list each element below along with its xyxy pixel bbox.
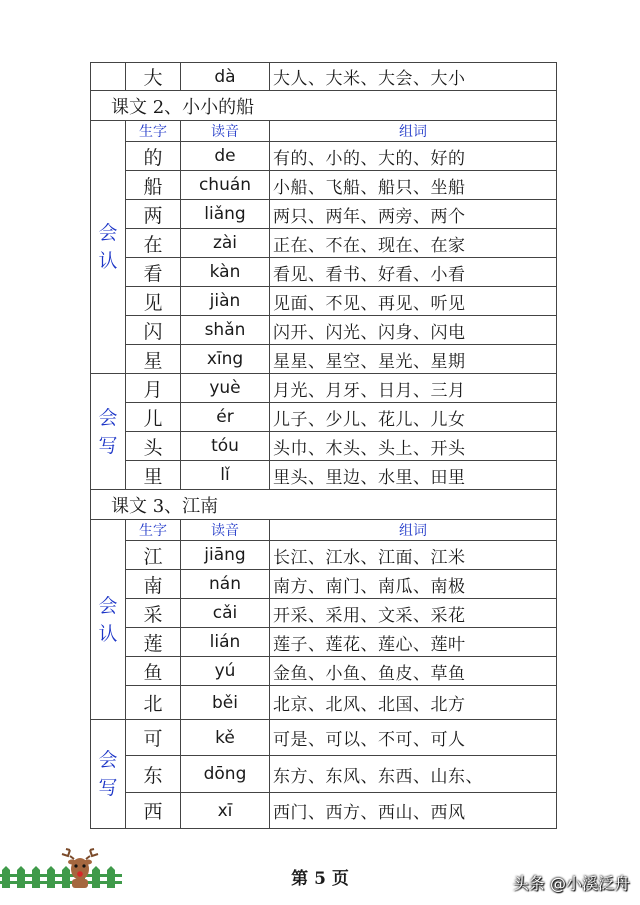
group-label-char: 写 xyxy=(98,434,118,457)
char-cell: 江 xyxy=(126,541,181,570)
char-cell: 见 xyxy=(126,287,181,316)
char-cell: 东 xyxy=(126,756,181,793)
pinyin-cell: lián xyxy=(181,628,270,657)
header-pinyin: 读音 xyxy=(181,121,270,142)
char-cell: 可 xyxy=(126,720,181,756)
pinyin-cell: nán xyxy=(181,570,270,599)
words-cell: 金鱼、小鱼、鱼皮、草鱼 xyxy=(270,657,557,686)
pinyin-cell: shǎn xyxy=(181,316,270,345)
words-cell: 大人、大米、大会、大小 xyxy=(270,63,557,91)
header-char: 生字 xyxy=(126,121,181,142)
pinyin-cell: xī xyxy=(181,793,270,829)
group-label-char: 会 xyxy=(98,749,118,771)
char-cell: 两 xyxy=(126,200,181,229)
pinyin-cell: dà xyxy=(181,63,270,91)
table-row xyxy=(91,628,557,657)
watermark: 头条 @小溪泛舟 xyxy=(512,874,630,893)
table-row xyxy=(91,345,557,374)
pinyin-cell: zài xyxy=(181,229,270,258)
table-row xyxy=(91,63,557,91)
empty-cell xyxy=(91,63,126,91)
words-cell: 西门、西方、西山、西风 xyxy=(270,793,557,829)
group-label-char: 认 xyxy=(98,250,118,272)
table-row xyxy=(91,599,557,628)
group-label xyxy=(91,121,126,374)
group-label-char: 会 xyxy=(98,222,118,244)
pinyin-cell: ér xyxy=(181,403,270,432)
group-label-char: 会 xyxy=(98,594,118,617)
words-cell: 开采、采用、文采、采花 xyxy=(270,599,557,628)
vocabulary-table xyxy=(90,62,557,829)
words-cell: 星星、星空、星光、星期 xyxy=(270,345,557,374)
char-cell: 头 xyxy=(126,432,181,461)
table-row xyxy=(91,461,557,490)
words-cell: 看见、看书、好看、小看 xyxy=(270,258,557,287)
words-cell: 有的、小的、大的、好的 xyxy=(270,142,557,171)
char-cell: 西 xyxy=(126,793,181,829)
words-cell: 南方、南门、南瓜、南极 xyxy=(270,570,557,599)
lesson-title-row xyxy=(91,490,557,520)
char-cell: 星 xyxy=(126,345,181,374)
words-cell: 两只、两年、两旁、两个 xyxy=(270,200,557,229)
pinyin-cell: cǎi xyxy=(181,599,270,628)
table-row xyxy=(91,316,557,345)
page-number: 第 5 页 xyxy=(291,869,349,889)
pinyin-cell: kàn xyxy=(181,258,270,287)
group-label xyxy=(91,374,126,490)
group-label-char: 写 xyxy=(98,777,118,799)
words-cell: 可是、可以、不可、可人 xyxy=(270,720,557,756)
words-cell: 闪开、闪光、闪身、闪电 xyxy=(270,316,557,345)
table-row xyxy=(91,403,557,432)
pinyin-cell: yú xyxy=(181,657,270,686)
pinyin-cell: tóu xyxy=(181,432,270,461)
char-cell: 里 xyxy=(126,461,181,490)
words-cell: 正在、不在、现在、在家 xyxy=(270,229,557,258)
pinyin-cell: liǎng xyxy=(181,200,270,229)
char-cell: 采 xyxy=(126,599,181,628)
group-label-char: 会 xyxy=(98,406,118,429)
words-cell: 东方、东风、东西、山东、 xyxy=(270,756,557,793)
table-row xyxy=(91,229,557,258)
char-cell: 儿 xyxy=(126,403,181,432)
table-row xyxy=(91,570,557,599)
pinyin-cell: kě xyxy=(181,720,270,756)
group-label xyxy=(91,520,126,720)
pinyin-cell: xīng xyxy=(181,345,270,374)
words-cell: 莲子、莲花、莲心、莲叶 xyxy=(270,628,557,657)
header-words: 组词 xyxy=(270,121,557,142)
pinyin-cell: lǐ xyxy=(181,461,270,490)
char-cell: 南 xyxy=(126,570,181,599)
header-char: 生字 xyxy=(126,520,181,541)
char-cell: 大 xyxy=(126,63,181,91)
table-row xyxy=(91,686,557,720)
lesson-title: 课文 2、小小的船 xyxy=(91,91,557,121)
words-cell: 儿子、少儿、花儿、儿女 xyxy=(270,403,557,432)
table-row xyxy=(91,142,557,171)
words-cell: 见面、不见、再见、听见 xyxy=(270,287,557,316)
header-words: 组词 xyxy=(270,520,557,541)
header-pinyin: 读音 xyxy=(181,520,270,541)
char-cell: 鱼 xyxy=(126,657,181,686)
char-cell: 月 xyxy=(126,374,181,403)
table-row xyxy=(91,432,557,461)
lesson-title: 课文 3、江南 xyxy=(91,490,557,520)
words-cell: 北京、北风、北国、北方 xyxy=(270,686,557,720)
words-cell: 里头、里边、水里、田里 xyxy=(270,461,557,490)
column-header-row xyxy=(91,520,557,541)
char-cell: 莲 xyxy=(126,628,181,657)
pinyin-cell: chuán xyxy=(181,171,270,200)
char-cell: 北 xyxy=(126,686,181,720)
pinyin-cell: jiàn xyxy=(181,287,270,316)
table-row xyxy=(91,374,557,403)
char-cell: 船 xyxy=(126,171,181,200)
char-cell: 在 xyxy=(126,229,181,258)
words-cell: 头巾、木头、头上、开头 xyxy=(270,432,557,461)
table-row xyxy=(91,541,557,570)
table-row xyxy=(91,200,557,229)
char-cell: 看 xyxy=(126,258,181,287)
char-cell: 的 xyxy=(126,142,181,171)
table-row xyxy=(91,258,557,287)
group-label xyxy=(91,720,126,829)
table-row xyxy=(91,756,557,793)
words-cell: 长江、江水、江面、江米 xyxy=(270,541,557,570)
words-cell: 小船、飞船、船只、坐船 xyxy=(270,171,557,200)
pinyin-cell: yuè xyxy=(181,374,270,403)
pinyin-cell: jiāng xyxy=(181,541,270,570)
pinyin-cell: dōng xyxy=(181,756,270,793)
table-row xyxy=(91,287,557,316)
pinyin-cell: běi xyxy=(181,686,270,720)
column-header-row xyxy=(91,121,557,142)
group-label-char: 认 xyxy=(98,622,118,645)
char-cell: 闪 xyxy=(126,316,181,345)
table-row xyxy=(91,657,557,686)
table-row xyxy=(91,720,557,756)
lesson-title-row xyxy=(91,91,557,121)
words-cell: 月光、月牙、日月、三月 xyxy=(270,374,557,403)
table-row xyxy=(91,793,557,829)
table-row xyxy=(91,171,557,200)
pinyin-cell: de xyxy=(181,142,270,171)
